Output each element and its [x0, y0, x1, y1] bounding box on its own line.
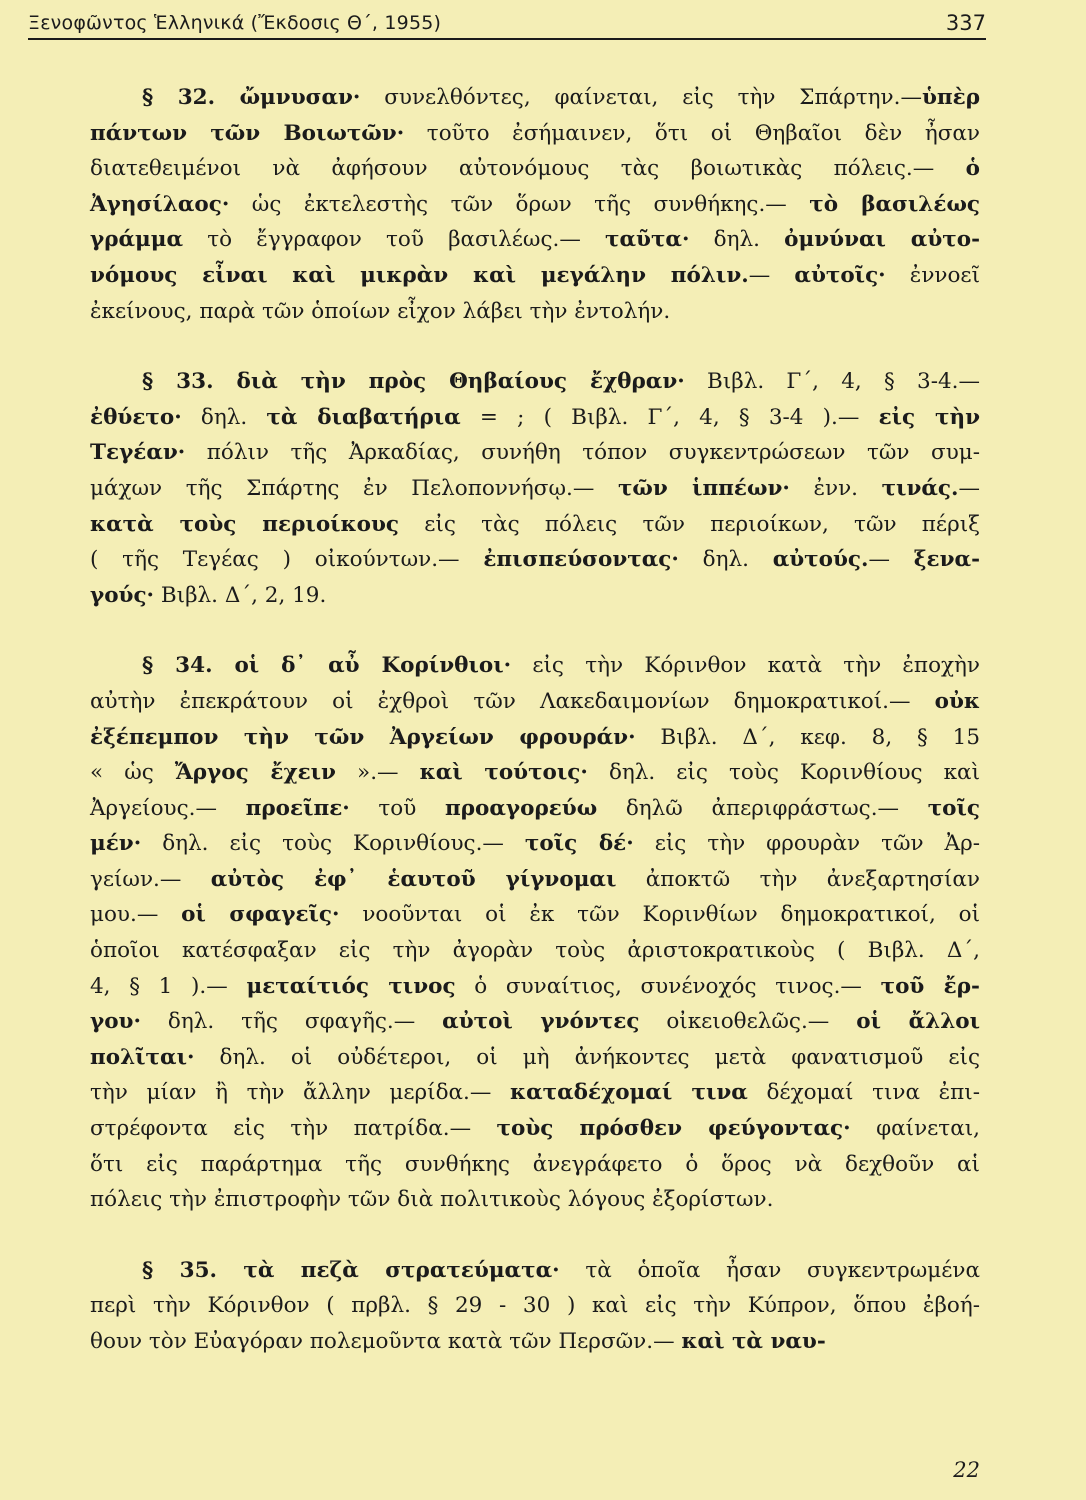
lemma: αὐτούς. [772, 547, 869, 573]
text-line [90, 1253, 980, 1289]
lemma: ταῦτα· [605, 227, 690, 253]
text-line [90, 720, 980, 756]
gloss: δηλῶ ἀπεριφράστως.— [597, 795, 928, 821]
lemma: ὑπὲρ [921, 85, 980, 110]
lemma: τοὺς πρόσθεν φεύγοντας· [496, 1116, 851, 1142]
text-line [90, 1147, 980, 1183]
text-line [90, 364, 980, 400]
lemma: εἰς τὴν [878, 404, 981, 430]
lemma: γούς· [90, 582, 155, 608]
page-number: 337 [945, 11, 986, 35]
lemma: Τεγέαν· [90, 440, 186, 466]
text-line [90, 294, 980, 330]
gloss: τὰ ὁποῖα ἦσαν συγκεντρωμένα [559, 1257, 980, 1283]
lemma: τοῖς [927, 795, 980, 821]
lemma: τοῖς δέ· [524, 831, 634, 857]
lemma: § 32. [142, 85, 240, 110]
text-line [90, 507, 980, 543]
lemma: γράμμα [90, 227, 184, 253]
gloss: δηλ. [181, 404, 267, 430]
gloss: 4, § 1 ).— [90, 973, 247, 999]
gloss: τὸ ἔγγραφον τοῦ βασιλέως.— [183, 227, 606, 253]
lemma: καταδέχομαί τινα [510, 1080, 748, 1106]
lemma: οἱ ἄλλοι [856, 1009, 981, 1035]
paragraph [90, 364, 980, 613]
text-line [90, 1111, 980, 1147]
gloss: ὁ συναίτιος, συνένοχός τινος.— [455, 973, 881, 999]
text-line [90, 755, 980, 791]
gloss: ( τῆς Τεγέας ) οἰκούντων.— [90, 547, 484, 573]
text-line [90, 1324, 980, 1360]
gloss: ἀποκτῶ τὴν ἀνεξαρτησίαν [616, 866, 980, 892]
text-line [90, 400, 980, 436]
running-header [28, 8, 986, 40]
text-line [90, 1004, 980, 1040]
text-line [90, 1288, 980, 1324]
gloss: = ; ( Βιβλ. Γ΄, 4, § 3-4 ).— [460, 404, 879, 430]
gloss: στρέφοντα εἰς τὴν πατρίδα.— [90, 1116, 497, 1142]
lemma: Ἀγησίλαος· [90, 191, 230, 217]
lemma: τῶν ἱππέων· [617, 475, 790, 501]
lemma: ἐξέπεμπον τὴν τῶν Ἀργείων φρουράν· [90, 724, 636, 750]
gloss: ὁποῖοι κατέσφαξαν εἰς τὴν ἀγορὰν τοὺς ἀριστοκρατικοὺς ( Βιβλ. Δ΄, [90, 938, 980, 964]
lemma: προεῖπε· [245, 795, 350, 821]
text-line [90, 151, 980, 187]
commentary-body [90, 80, 980, 1360]
lemma: ὤμνυσαν· [239, 85, 361, 110]
gloss: Ἀργείους.— [90, 795, 246, 821]
text-line [90, 826, 980, 862]
gloss: δηλ. [689, 227, 785, 253]
lemma: πάντων τῶν Βοιωτῶν· [90, 120, 405, 146]
gloss: — [958, 475, 981, 501]
gloss: τοῦτο ἐσήμαινεν, ὅτι οἱ Θηβαῖοι δὲν ἦσαν [404, 120, 980, 146]
gloss: — [868, 547, 914, 573]
gloss: ἐννοεῖ [885, 262, 980, 288]
lemma: § 35. τὰ πεζὰ στρατεύματα· [142, 1257, 560, 1283]
text-line [90, 222, 980, 258]
gloss: ὡς ἐκτελεστὴς τῶν ὅρων τῆς συνθήκης.— [229, 191, 810, 217]
gloss: Βιβλ. Δ΄, κεφ. 8, § 15 [635, 724, 980, 750]
lemma: τὸ βασιλέως [809, 191, 981, 217]
gloss: μου.— [90, 902, 182, 928]
lemma: μέν· [90, 831, 142, 857]
lemma: Ἄργος ἔχειν [174, 760, 336, 786]
gloss: Βιβλ. Γ΄, 4, § 3-4.— [684, 369, 981, 395]
paragraph [90, 80, 980, 329]
lemma: τοῦ ἔρ- [880, 973, 980, 999]
text-line [90, 684, 980, 720]
text-line [90, 969, 980, 1005]
text-line [90, 1040, 980, 1076]
lemma: πολῖται· [90, 1044, 195, 1070]
lemma: καὶ τούτοις· [419, 760, 588, 786]
text-line [90, 187, 980, 223]
lemma: αὐτοῖς· [794, 262, 886, 288]
paragraph-gap [90, 613, 980, 648]
gloss: νοοῦνται οἱ ἐκ τῶν Κορινθίων δημοκρατικοί, οἱ [339, 902, 981, 928]
gloss: φαίνεται, [850, 1116, 980, 1142]
gloss: πόλιν τῆς Ἀρκαδίας, συνήθη τόπον συγκεντρώσεων τῶν συμ- [185, 440, 980, 466]
gloss: θουν τὸν Εὐαγόραν πολεμοῦντα κατὰ τῶν Περσῶν.— [90, 1329, 682, 1354]
text-line [90, 435, 980, 471]
lemma: μεταίτιός τινος [246, 973, 456, 999]
lemma: τινάς. [881, 475, 959, 501]
text-line [90, 80, 980, 116]
paragraph [90, 1253, 980, 1360]
gloss: ἐνν. [789, 475, 882, 501]
text-line [90, 862, 980, 898]
book-title: Ξενοφῶντος Ἑλληνικά (Ἔκδοσις Θ΄, 1955) [28, 12, 442, 34]
gloss: ἐκείνους, παρὰ τῶν ὁποίων εἶχον λάβει τὴν ἐντολήν. [90, 298, 671, 324]
paragraph [90, 648, 980, 1218]
lemma: ἐπισπεύσοντας· [483, 547, 679, 573]
lemma: ὁ [965, 156, 980, 182]
gloss: Βιβλ. Δ΄, 2, 19. [154, 582, 327, 608]
gloss: οἰκειοθελῶς.— [639, 1009, 857, 1035]
text-line [90, 897, 980, 933]
gloss: πόλεις τὴν ἐπιστροφὴν τῶν διὰ πολιτικοὺς λόγους ἐξορίστων. [90, 1187, 774, 1213]
gloss: δηλ. [678, 547, 773, 573]
paragraph-gap [90, 1218, 980, 1253]
lemma: ξενα- [913, 547, 980, 573]
lemma: καὶ τὰ ναυ- [681, 1329, 826, 1354]
signature-mark: 22 [953, 1458, 980, 1482]
text-line [90, 258, 980, 294]
text-line [90, 471, 980, 507]
lemma: οὐκ [934, 688, 980, 714]
paragraph-gap [90, 329, 980, 364]
gloss: δέχομαί τινα ἐπι- [747, 1080, 980, 1106]
gloss: μάχων τῆς Σπάρτης ἐν Πελοποννήσῳ.— [90, 475, 618, 501]
text-line [90, 1075, 980, 1111]
text-line [90, 542, 980, 578]
gloss: δηλ. τῆς σφαγῆς.— [140, 1009, 443, 1035]
lemma: ἐθύετο· [90, 404, 182, 430]
gloss: εἰς τὰς πόλεις τῶν περιοίκων, τῶν πέριξ [399, 511, 980, 537]
gloss: συνελθόντες, φαίνεται, εἰς τὴν Σπάρτην.— [360, 85, 922, 110]
lemma: αὐτοὶ γνόντες [442, 1009, 640, 1035]
lemma: ὀμνύναι αὐτο- [784, 227, 980, 253]
gloss: περὶ τὴν Κόρινθον ( πρβλ. § 29 - 30 ) καὶ εἰς τὴν Κύπρον, ὅπου ἐβοή- [90, 1293, 980, 1319]
gloss: — [748, 262, 795, 288]
text-line [90, 578, 980, 614]
lemma: § 33. διὰ τὴν πρὸς Θηβαίους ἔχθραν· [142, 369, 685, 395]
lemma: γου· [90, 1009, 141, 1035]
gloss: διατεθειμένοι νὰ ἀφήσουν αὐτονόμους τὰς βοιωτικὰς πόλεις.— [90, 156, 966, 182]
gloss: ».— [335, 760, 420, 786]
gloss: εἰς τὴν Κόρινθον κατὰ τὴν ἐποχὴν [511, 653, 980, 679]
gloss: δηλ. οἱ οὐδέτεροι, οἱ μὴ ἀνήκοντες μετὰ φανατισμοῦ εἰς [194, 1044, 980, 1070]
gloss: ὅτι εἰς παράρτημα τῆς συνθήκης ἀνεγράφετο ὁ ὅρος νὰ δεχθοῦν αἱ [90, 1151, 980, 1177]
gloss: αὐτὴν ἐπεκράτουν οἱ ἐχθροὶ τῶν Λακεδαιμονίων δημοκρατικοί.— [90, 688, 935, 714]
text-line [90, 933, 980, 969]
text-line [90, 648, 980, 684]
lemma: § 34. οἱ δ᾽ αὖ Κορίνθιοι· [142, 653, 512, 679]
lemma: αὐτὸς ἐφ᾽ ἑαυτοῦ γίγνομαι [210, 866, 617, 892]
gloss: τοῦ [349, 795, 445, 821]
lemma: προαγορεύω [444, 795, 598, 821]
gloss: εἰς τὴν φρουρὰν τῶν Ἀρ- [633, 831, 980, 857]
text-line [90, 791, 980, 827]
gloss: δηλ. εἰς τοὺς Κορινθίους.— [141, 831, 525, 857]
gloss: « ὡς [90, 760, 175, 786]
lemma: νόμους εἶναι καὶ μικρὰν καὶ μεγάλην πόλιν. [90, 262, 749, 288]
text-line [90, 116, 980, 152]
gloss: τὴν μίαν ἢ τὴν ἄλλην μερίδα.— [90, 1080, 510, 1106]
gloss: δηλ. εἰς τοὺς Κορινθίους καὶ [587, 760, 980, 786]
gloss: γείων.— [90, 866, 211, 892]
text-line [90, 1182, 980, 1218]
lemma: κατὰ τοὺς περιοίκους [90, 511, 400, 537]
lemma: τὰ διαβατήρια [266, 404, 461, 430]
lemma: οἱ σφαγεῖς· [181, 902, 340, 928]
